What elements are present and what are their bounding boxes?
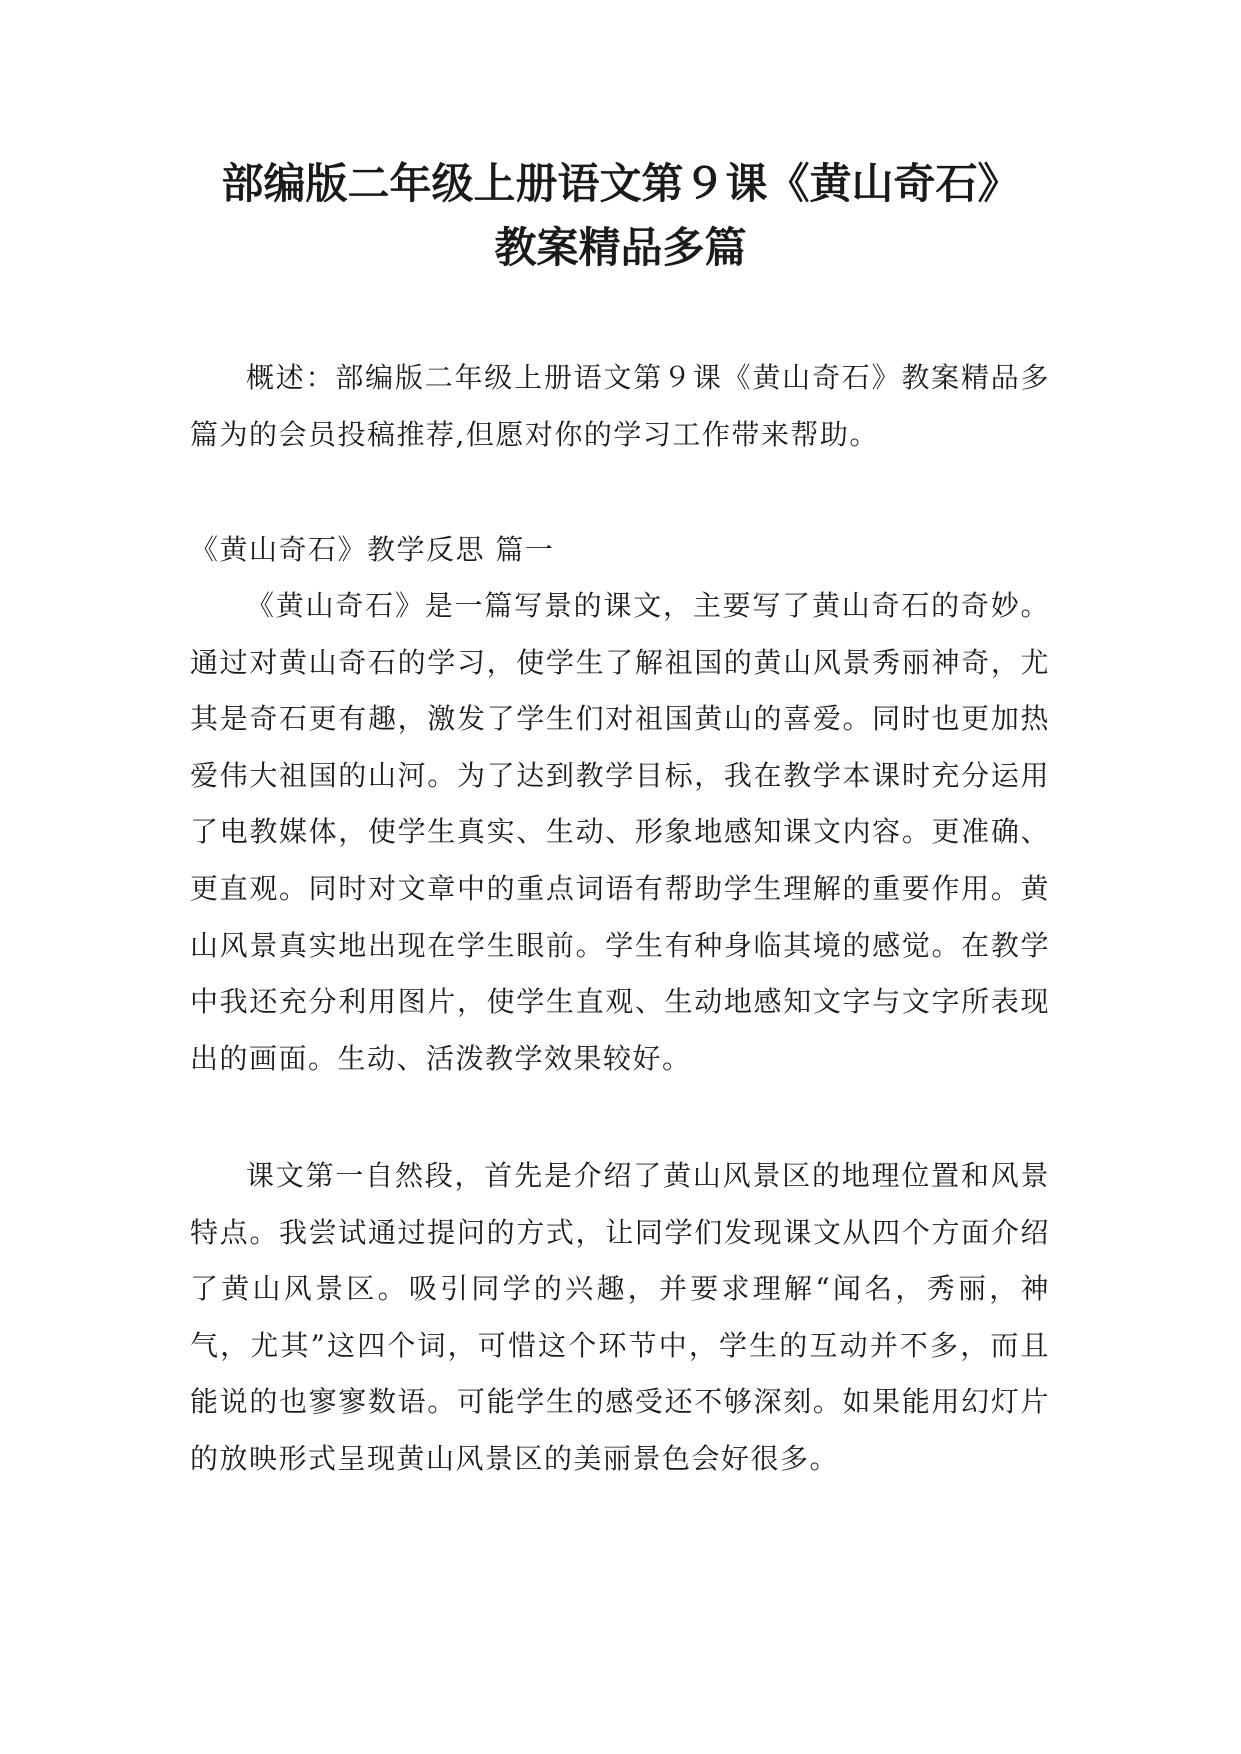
summary-paragraph: 概述：部编版二年级上册语文第９课《黄山奇石》教案精品多篇为的会员投稿推荐,但愿对你的学习工作带来帮助。 xyxy=(190,361,1050,451)
body-paragraph-2: 课文第一自然段，首先是介绍了黄山风景区的地理位置和风景特点。我尝试通过提问的方式，让同学们发现课文从四个方面介绍了黄山风景区。吸引同学的兴趣，并要求理解“闻名，秀丽，神气，尤其”这四个词，可惜这个环节中，学生的互动并不多，而且能说的也寥寥数语。可能学生的感受还不够深刻。如果能用幻灯片的放映形式呈现黄山风景区的美丽景色会好很多。 xyxy=(190,1159,1050,1475)
document-title-line-2: 教案精品多篇 xyxy=(494,223,747,272)
section-heading: 《黄山奇石》教学反思 篇一 xyxy=(190,533,555,566)
document-title-line-1: 部编版二年级上册语文第９课《黄山奇石》 xyxy=(221,159,1020,208)
body-paragraph-1: 《黄山奇石》是一篇写景的课文，主要写了黄山奇石的奇妙。通过对黄山奇石的学习，使学生了解祖国的黄山风景秀丽神奇，尤其是奇石更有趣，激发了学生们对祖国黄山的喜爱。同时也更加热爱伟大祖国的山河。为了达到教学目标，我在教学本课时充分运用了电教媒体，使学生真实、生动、形象地感知课文内容。更准确、更直观。同时对文章中的重点词语有帮助学生理解的重要作用。黄山风景真实地出现在学生眼前。学生有种身临其境的感觉。在教学中我还充分利用图片，使学生直观、生动地感知文字与文字所表现出的画面。生动、活泼教学效果较好。 xyxy=(190,589,1050,1075)
